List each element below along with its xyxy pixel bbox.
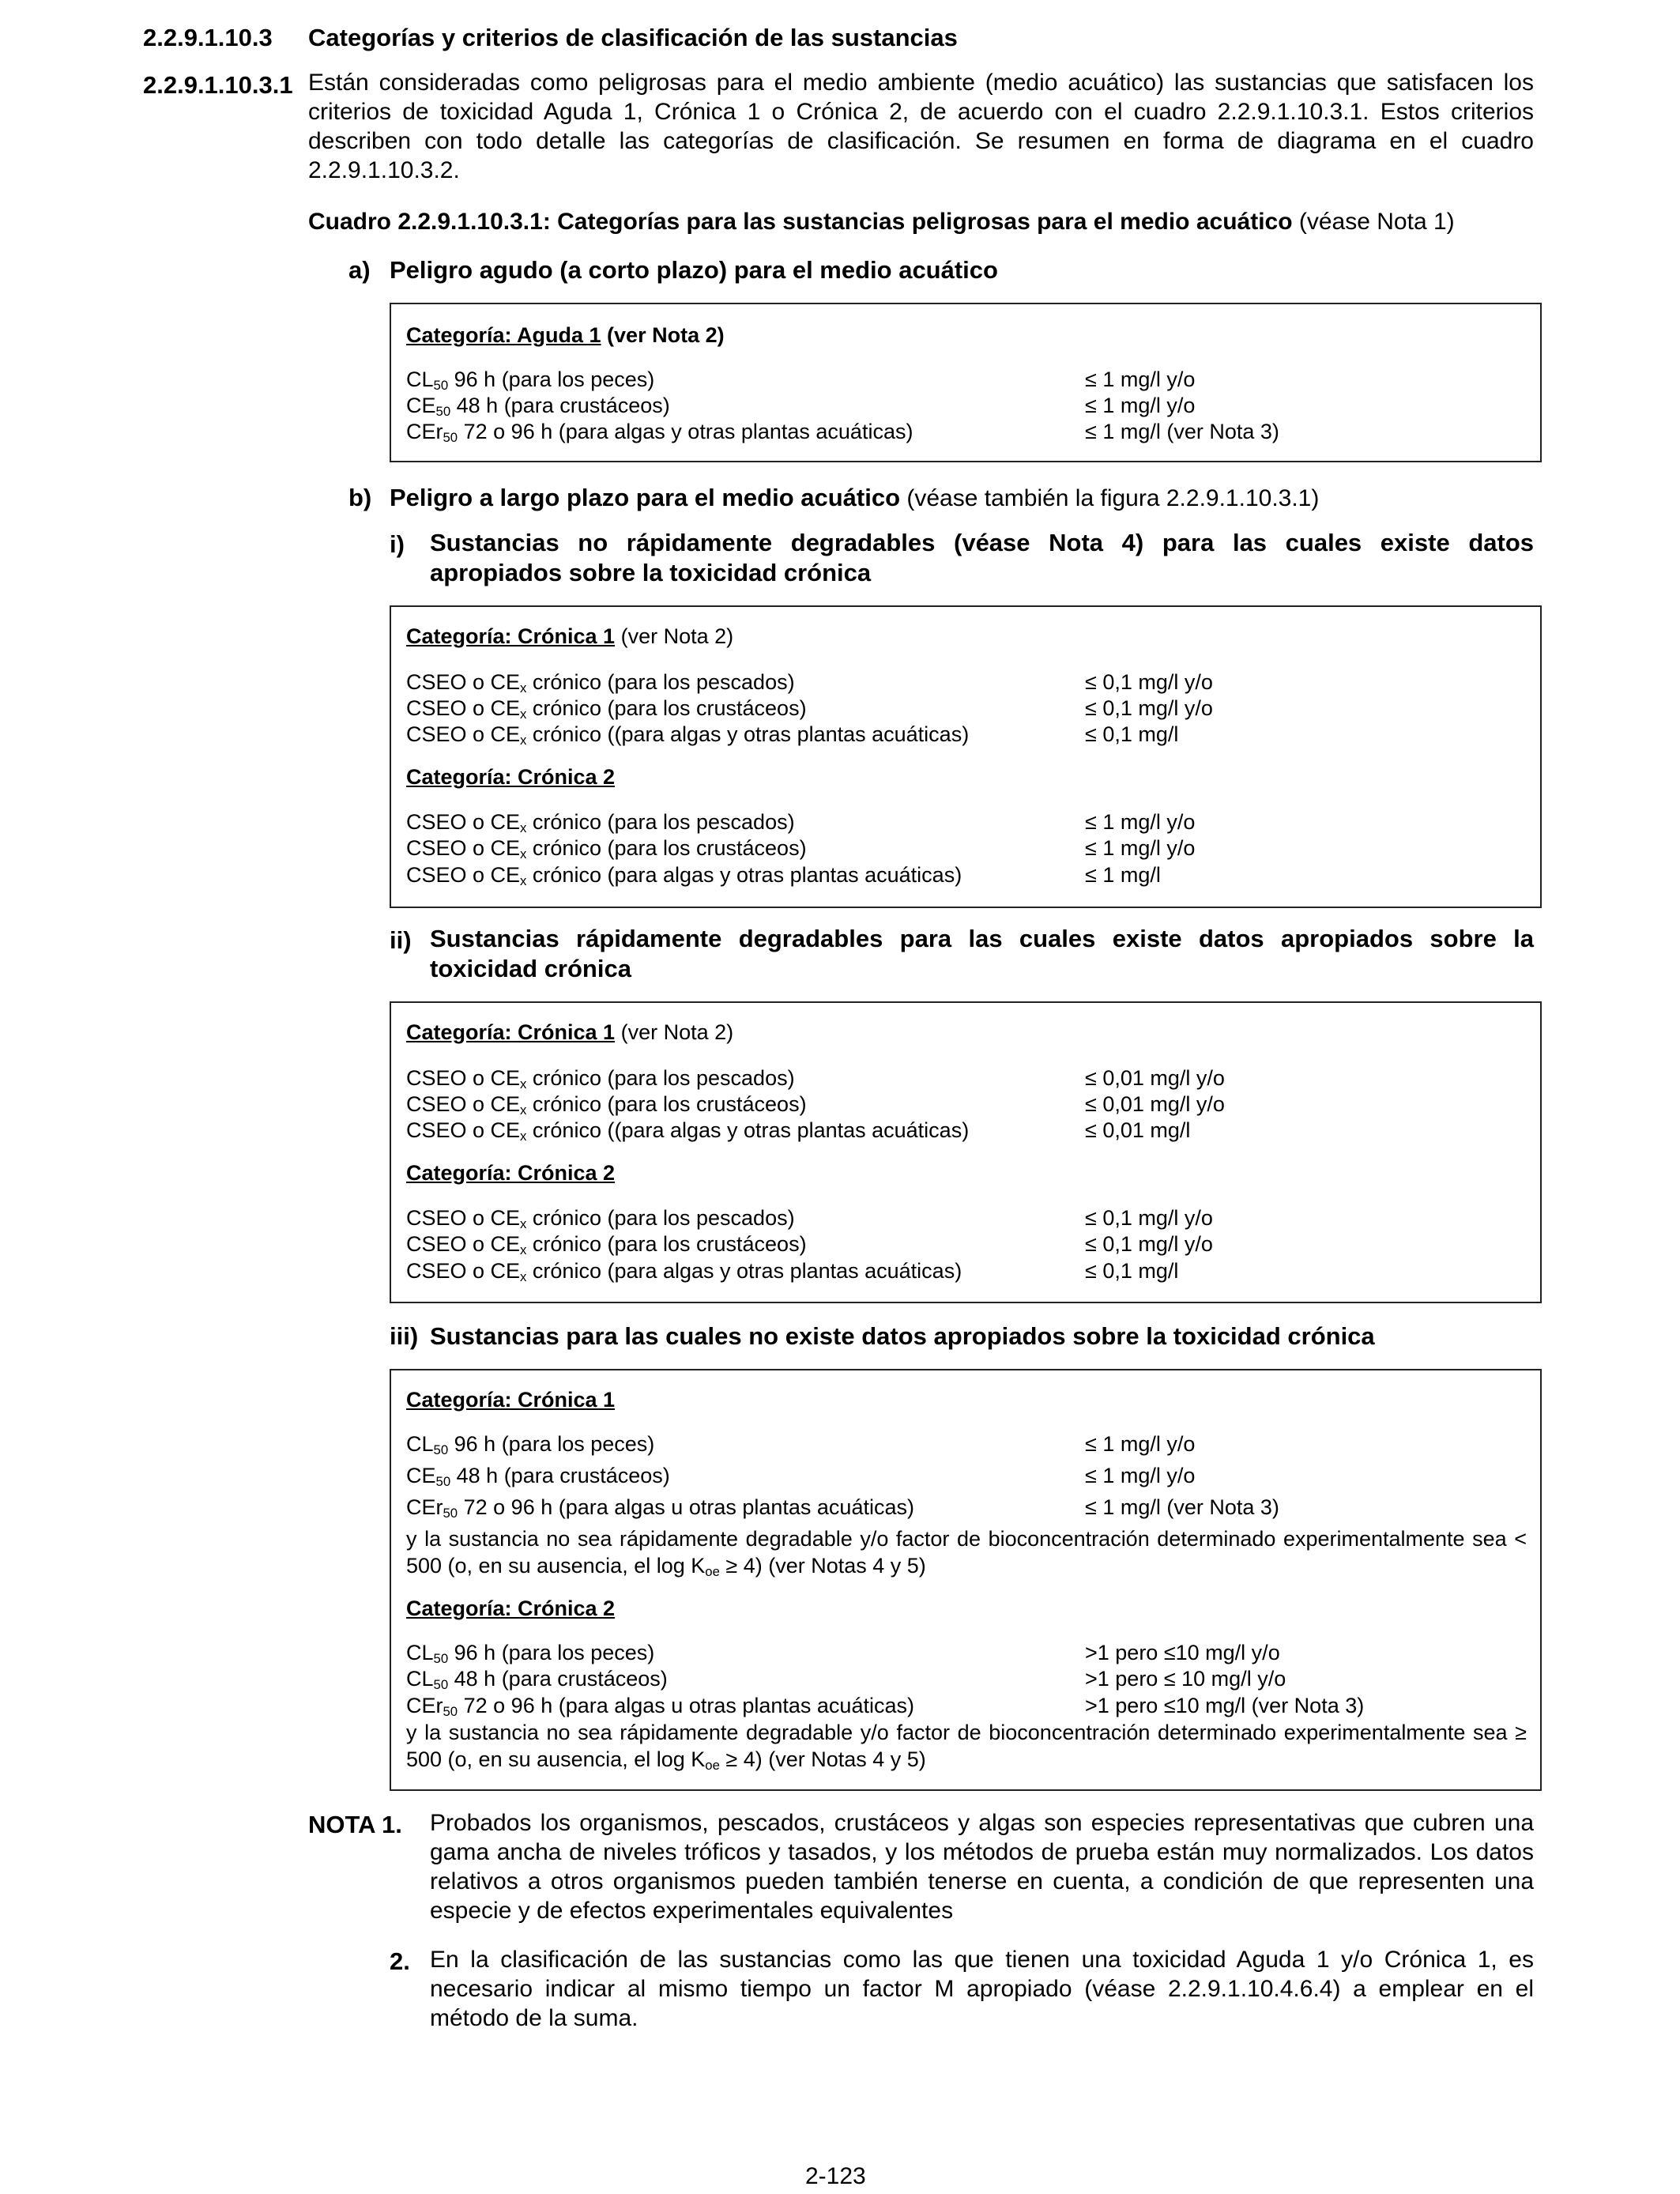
box-chronic-no-data: Categoría: Crónica 1 $CL_{50}$ 96 h (para los peces) ≤ 1 mg/l y/o $CE_{50}$ 48 h (para crustáceos) ≤ 1 mg/l y/o CEr$_{50}$ 72 o 96 h (para algas u otras plantas acuáticas) ≤ 1 mg/l (ver Nota 3) y la sustancia no sea rápidamente degradable y/o factor de bioconcentración determinado experimentalmente sea < 500 (o, en su ausencia, el $\log K_{oe} \ge 4$) (ver Notas 4 y 5) Categoría: Crónica 2 $CL_{50}$ 96 h (para los peces) >1 pero ≤10 mg/l y/o $CL_{50}$ 48 h (para crustáceos) >1 pero ≤ 10 mg/l y/o CEr$_{50}$ 72 o 96 h (para algas u otras plantas acuáticas) >1 pero ≤10 mg/l (ver Nota 3) y la sustancia no sea rápidamente degradable y/o factor de bioconcentración determinado experimentalmente sea ≥ 500 (o, en su ausencia, el $\log K_{oe} \ge 4$) (ver Notas 4 y 5) bbox=[390, 1369, 1542, 1791]
category-acute-1 bbox=[406, 323, 725, 348]
item-a-label: a) bbox=[348, 256, 371, 284]
item-bi-title: Sustancias no rápidamente degradables (véase Nota 4) para las cuales existe datos apropiados sobre la toxicidad crónica bbox=[430, 529, 1534, 586]
paragraph-number: 2.2.9.1.10.3.1 bbox=[143, 71, 293, 99]
table-caption-note: (véase Nota 1) bbox=[1292, 209, 1455, 235]
category-chronic-1: Categoría: Crónica 1 (ver Nota 2) bbox=[406, 624, 734, 648]
condition-text: y la sustancia no sea rápidamente degradable y/o factor de bioconcentración determinado experimentalmente sea < 500 (o, en su ausencia, el $\log K_{oe} \ge 4$) (ver Notas 4 y 5) bbox=[406, 1527, 1527, 1580]
note-1-text: Probados los organismos, pescados, crustáceos y algas son especies representativas que cubren una gama ancha de niveles tróficos y tasados, y los métodos de prueba están muy normalizados. Los datos relativos a otros organismos pueden también tenerse en cuenta, a condición de que representen una especie y de efectos experimentales equivalentes bbox=[430, 1810, 1534, 1924]
section-number: 2.2.9.1.10.3 bbox=[143, 24, 273, 51]
box-chronic-non-degradable: Categoría: Crónica 1 (ver Nota 2) CSEO o $CE_x$ crónico (para los pescados) ≤ 0,1 mg/l y/o CSEO o $CE_x$ crónico (para los crustáceos) ≤ 0,1 mg/l y/o CSEO o $CE_x$ crónico ((para algas y otras plantas acuáticas) ≤ 0,1 mg/l Categoría: Crónica 2 CSEO o $CE_x$ crónico (para los pescados) ≤ 1 mg/l y/o CSEO o $CE_x$ crónico (para los crustáceos) ≤ 1 mg/l y/o CSEO o $CE_x$ crónico (para algas y otras plantas acuáticas) ≤ 1 mg/l bbox=[390, 605, 1542, 908]
item-b-suffix: (véase también la figura 2.2.9.1.10.3.1) bbox=[900, 485, 1320, 511]
page-number: 2-123 bbox=[805, 2163, 866, 2189]
item-b-title: Peligro a largo plazo para el medio acuático bbox=[390, 484, 901, 511]
item-a-title: Peligro agudo (a corto plazo) para el medio acuático bbox=[390, 256, 998, 284]
condition-text: y la sustancia no sea rápidamente degradable y/o factor de bioconcentración determinado experimentalmente sea ≥ 500 (o, en su ausencia, el $\log K_{oe} \ge 4$) (ver Notas 4 y 5) bbox=[406, 1721, 1527, 1774]
table-caption bbox=[308, 209, 1455, 236]
item-bii-label: ii) bbox=[390, 926, 412, 954]
note-2-text: En la clasificación de las sustancias como las que tienen una toxicidad Aguda 1 y/o Crónica 1, es necesario indicar al mismo tiempo un factor M apropiado (véase 2.2.9.1.10.4.6.4) a emplear en el método de la suma. bbox=[430, 1947, 1534, 2031]
category-chronic-2: Categoría: Crónica 2 bbox=[406, 1161, 616, 1185]
paragraph-text bbox=[308, 68, 1534, 185]
note-label: NOTA 1. bbox=[308, 1811, 402, 1838]
category-label: Categoría: Aguda 1 bbox=[406, 323, 601, 347]
category-chronic-1: Categoría: Crónica 1 bbox=[406, 1388, 616, 1412]
item-b-label: b) bbox=[348, 484, 372, 511]
table-caption-title: Cuadro 2.2.9.1.10.3.1: Categorías para las sustancias peligrosas para el medio acuático bbox=[308, 209, 1293, 235]
category-chronic-2: Categoría: Crónica 2 bbox=[406, 765, 616, 789]
item-biii-label: iii) bbox=[390, 1322, 419, 1350]
section-title: Categorías y criterios de clasificación de las sustancias bbox=[308, 24, 958, 51]
item-biii-title: Sustancias para las cuales no existe datos apropiados sobre la toxicidad crónica bbox=[430, 1322, 1375, 1350]
item-bi-label: i) bbox=[390, 530, 405, 558]
note-2-label: 2. bbox=[390, 1947, 410, 1975]
paragraph-body: Están consideradas como peligrosas para el medio ambiente (medio acuático) las sustancias que satisfacen los criterios de toxicidad Aguda 1, Crónica 1 o Crónica 2, de acuerdo con el cuadro 2.2.9.1.10.3.1. Estos criterios describen con todo detalle las categorías de clasificación. Se resumen en forma de diagrama en el cuadro 2.2.9.1.10.3.2. bbox=[308, 70, 1534, 183]
category-note: (ver Nota 2) bbox=[601, 323, 725, 347]
category-chronic-1: Categoría: Crónica 1 (ver Nota 2) bbox=[406, 1020, 734, 1044]
box-acute: Categoría: Aguda 1 (ver Nota 2) $CL_{50}$ 96 h (para los peces) ≤ 1 mg/l y/o $CE_{50}$ 48 h (para crustáceos) ≤ 1 mg/l y/o CEr$_{50}$ 72 o 96 h (para algas y otras plantas acuáticas) ≤ 1 mg/l (ver Nota 3) bbox=[390, 303, 1542, 462]
item-b bbox=[348, 484, 371, 512]
item-bii-title: Sustancias rápidamente degradables para las cuales existe datos apropiados sobre la toxicidad crónica bbox=[430, 925, 1534, 982]
item-b-heading bbox=[390, 484, 1319, 512]
category-chronic-2: Categoría: Crónica 2 bbox=[406, 1596, 616, 1620]
box-chronic-degradable: Categoría: Crónica 1 (ver Nota 2) CSEO o $CE_x$ crónico (para los pescados) ≤ 0,01 mg/l y/o CSEO o $CE_x$ crónico (para los crustáceos) ≤ 0,01 mg/l y/o CSEO o $CE_x$ crónico ((para algas y otras plantas acuáticas) ≤ 0,01 mg/l Categoría: Crónica 2 CSEO o $CE_x$ crónico (para los pescados) ≤ 0,1 mg/l y/o CSEO o $CE_x$ crónico (para los crustáceos) ≤ 0,1 mg/l y/o CSEO o $CE_x$ crónico (para algas y otras plantas acuáticas) ≤ 0,1 mg/l bbox=[390, 1001, 1542, 1303]
